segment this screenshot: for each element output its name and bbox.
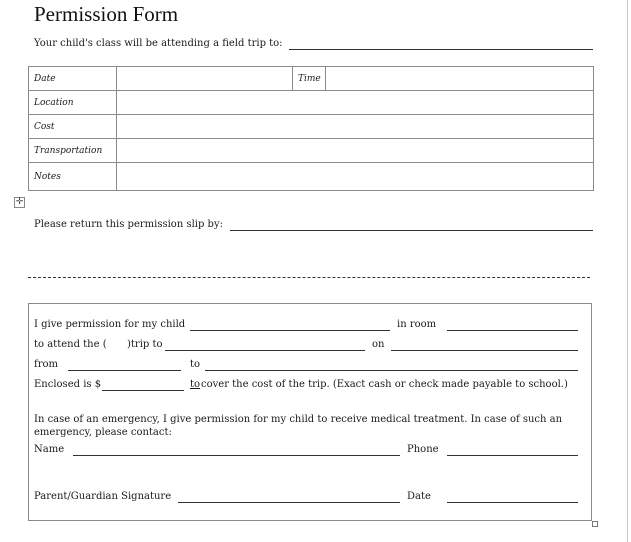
- resize-handle-icon[interactable]: [592, 521, 598, 527]
- notes-label: Notes: [29, 163, 117, 191]
- date-label-slip: Date: [407, 491, 431, 502]
- table-row: [29, 67, 594, 91]
- time-cell[interactable]: [326, 67, 594, 91]
- enclosed-suffix: cover the cost of the trip. (Exact cash or check made payable to school.): [201, 379, 568, 390]
- table-row: [29, 163, 594, 191]
- on-label: on: [372, 339, 385, 350]
- emergency-text-line1: In case of an emergency, I give permission for my child to receive medical treatment. In case of such an: [34, 414, 563, 425]
- transportation-cell[interactable]: [117, 139, 594, 163]
- emergency-text-line2: emergency, please contact:: [34, 427, 172, 438]
- permission-prefix: I give permission for my child: [34, 319, 186, 330]
- page-title: Permission Form: [34, 2, 179, 26]
- cost-label: Cost: [29, 115, 117, 139]
- field-trip-destination-line[interactable]: [289, 49, 593, 50]
- trip-info-table: [28, 66, 594, 191]
- return-date-line[interactable]: [230, 230, 593, 231]
- move-cross-icon[interactable]: ✛: [15, 197, 24, 207]
- to-line[interactable]: [205, 370, 578, 371]
- phone-line[interactable]: [447, 455, 578, 456]
- cost-cell[interactable]: [117, 115, 594, 139]
- enclosed-to: to: [190, 379, 201, 390]
- from-line[interactable]: [68, 370, 181, 371]
- time-label: Time: [293, 67, 326, 91]
- enclosed-prefix: Enclosed is $: [34, 379, 102, 390]
- to-label: to: [190, 359, 201, 370]
- trip-date-line[interactable]: [391, 350, 578, 351]
- in-room-label: in room: [397, 319, 437, 330]
- amount-line[interactable]: [102, 390, 184, 391]
- intro-text: Your child's class will be attending a field trip to:: [34, 38, 283, 49]
- attend-prefix: to attend the (: [34, 339, 107, 350]
- trip-destination-line[interactable]: [165, 350, 365, 351]
- attend-suffix: )trip to: [127, 339, 163, 350]
- location-label: Location: [29, 91, 117, 115]
- table-row: [29, 139, 594, 163]
- notes-cell[interactable]: [117, 163, 594, 191]
- signature-line[interactable]: [178, 502, 400, 503]
- permission-slip-box: [28, 303, 592, 521]
- cut-line-divider: [28, 277, 590, 278]
- phone-label: Phone: [407, 444, 439, 455]
- location-cell[interactable]: [117, 91, 594, 115]
- date-cell[interactable]: [117, 67, 293, 91]
- child-name-line[interactable]: [190, 330, 390, 331]
- room-line[interactable]: [447, 330, 578, 331]
- signature-date-line[interactable]: [447, 502, 578, 503]
- from-label: from: [34, 359, 58, 370]
- date-label: Date: [29, 67, 117, 91]
- contact-name-line[interactable]: [73, 455, 400, 456]
- name-label: Name: [34, 444, 65, 455]
- transportation-label: Transportation: [29, 139, 117, 163]
- return-text: Please return this permission slip by:: [34, 219, 223, 230]
- table-row: [29, 115, 594, 139]
- page-edge: [627, 0, 628, 542]
- signature-label: Parent/Guardian Signature: [34, 491, 172, 502]
- table-row: [29, 91, 594, 115]
